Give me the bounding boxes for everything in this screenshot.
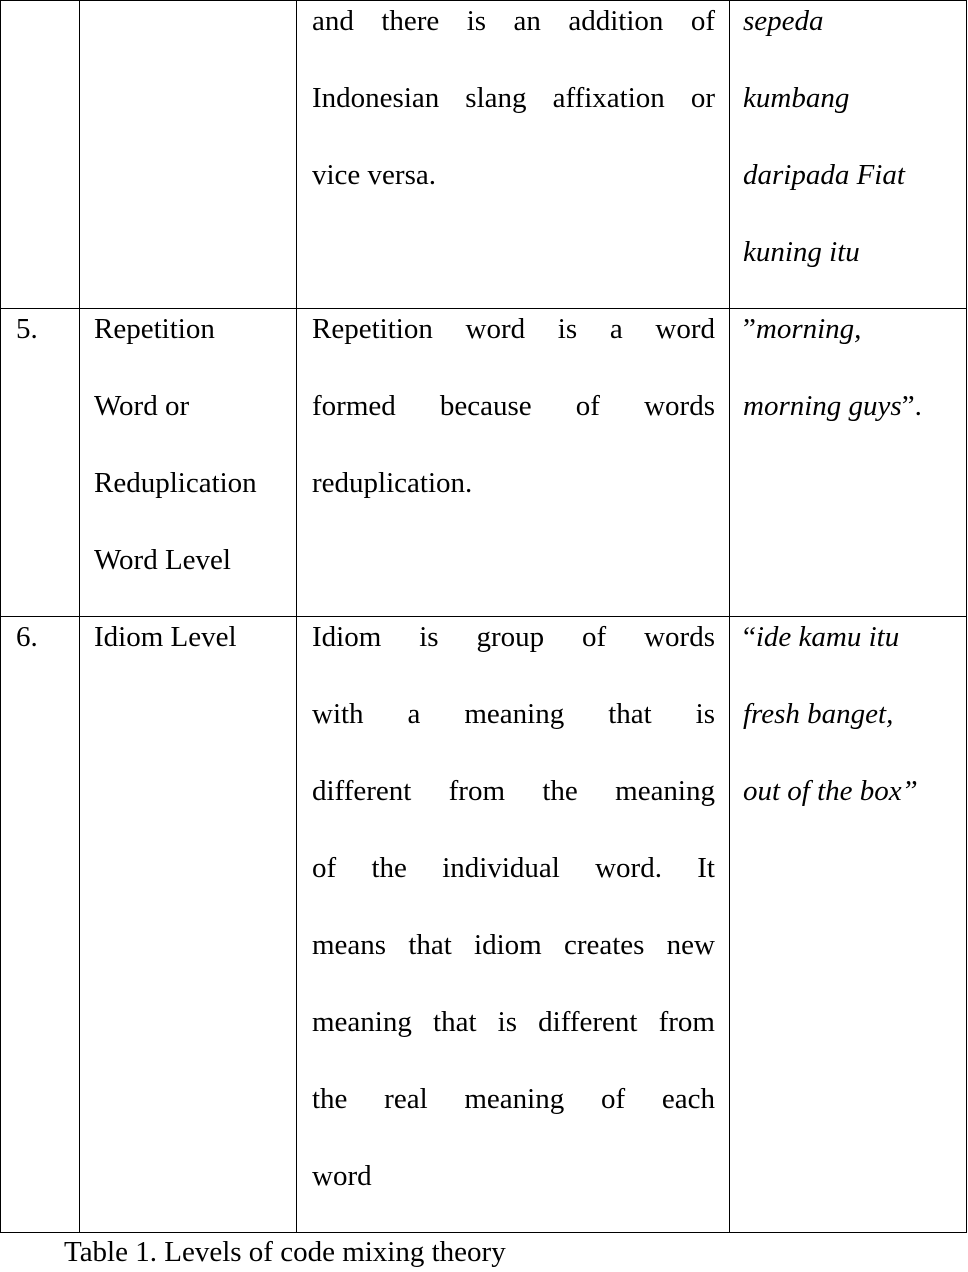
- example-text: morning guys: [743, 390, 902, 422]
- description: [312, 291, 715, 522]
- example-cell: [730, 1, 967, 309]
- example: [743, 599, 966, 830]
- example-line: fresh banget,: [743, 698, 894, 730]
- description-line: reduplication.: [312, 467, 473, 499]
- level-name-line: Word Level: [94, 544, 231, 576]
- level-name-line: Reduplication: [94, 467, 257, 499]
- row-number-cell: [1, 309, 80, 617]
- table-row: [1, 617, 967, 1233]
- example-line: out of the box”: [743, 775, 918, 807]
- example-cell: [730, 309, 967, 617]
- open-quote: ”: [743, 313, 756, 345]
- level-name-cell: [80, 617, 297, 1233]
- example-line: kumbang: [743, 82, 850, 114]
- description-line: with a meaning that is: [312, 698, 715, 730]
- description-line: Idiom is group of words: [312, 621, 715, 653]
- example-line: sepeda: [743, 5, 824, 37]
- description-line: means that idiom creates new: [312, 929, 715, 961]
- example: [743, 0, 966, 291]
- description: [312, 599, 715, 1215]
- example-line: [743, 368, 966, 445]
- level-name-line: Repetition: [94, 313, 215, 345]
- description-line: Repetition word is a word: [312, 313, 715, 345]
- level-name-cell: [80, 1, 297, 309]
- level-name-line: Idiom Level: [94, 621, 237, 653]
- description-line: different from the meaning: [312, 775, 715, 807]
- example-line: daripada Fiat: [743, 159, 905, 191]
- description-line: of the individual word. It: [312, 852, 715, 884]
- level-name-line: Word or: [94, 390, 190, 422]
- description: [312, 0, 715, 214]
- description-cell: [297, 1, 730, 309]
- description-cell: [297, 309, 730, 617]
- row-number: 5.: [16, 313, 38, 345]
- table-row: [1, 1, 967, 309]
- example-text: ide kamu itu: [755, 621, 900, 653]
- description-line: Indonesian slang affixation or: [312, 82, 715, 114]
- level-name: [94, 291, 296, 599]
- description-line: and there is an addition of: [312, 5, 715, 37]
- row-number: 6.: [16, 621, 38, 653]
- description-line: vice versa.: [312, 159, 436, 191]
- row-number-cell: [1, 617, 80, 1233]
- level-name: [94, 599, 296, 676]
- description-line: meaning that is different from: [312, 1006, 715, 1038]
- example-cell: [730, 617, 967, 1233]
- example-line: [743, 291, 966, 368]
- open-quote: “: [743, 621, 756, 653]
- description-cell: [297, 617, 730, 1233]
- description-line: formed because of words: [312, 390, 715, 422]
- example-line: [743, 599, 966, 676]
- example-text: morning,: [755, 313, 862, 345]
- table-caption: Table 1. Levels of code mixing theory: [64, 1236, 506, 1268]
- table-row: [1, 309, 967, 617]
- row-number-cell: [1, 1, 80, 309]
- example: [743, 291, 966, 445]
- description-line: the real meaning of each: [312, 1083, 715, 1115]
- example-line: kuning itu: [743, 236, 860, 268]
- close-quote: ”.: [901, 390, 922, 422]
- description-line: word: [312, 1160, 372, 1192]
- level-name-cell: [80, 309, 297, 617]
